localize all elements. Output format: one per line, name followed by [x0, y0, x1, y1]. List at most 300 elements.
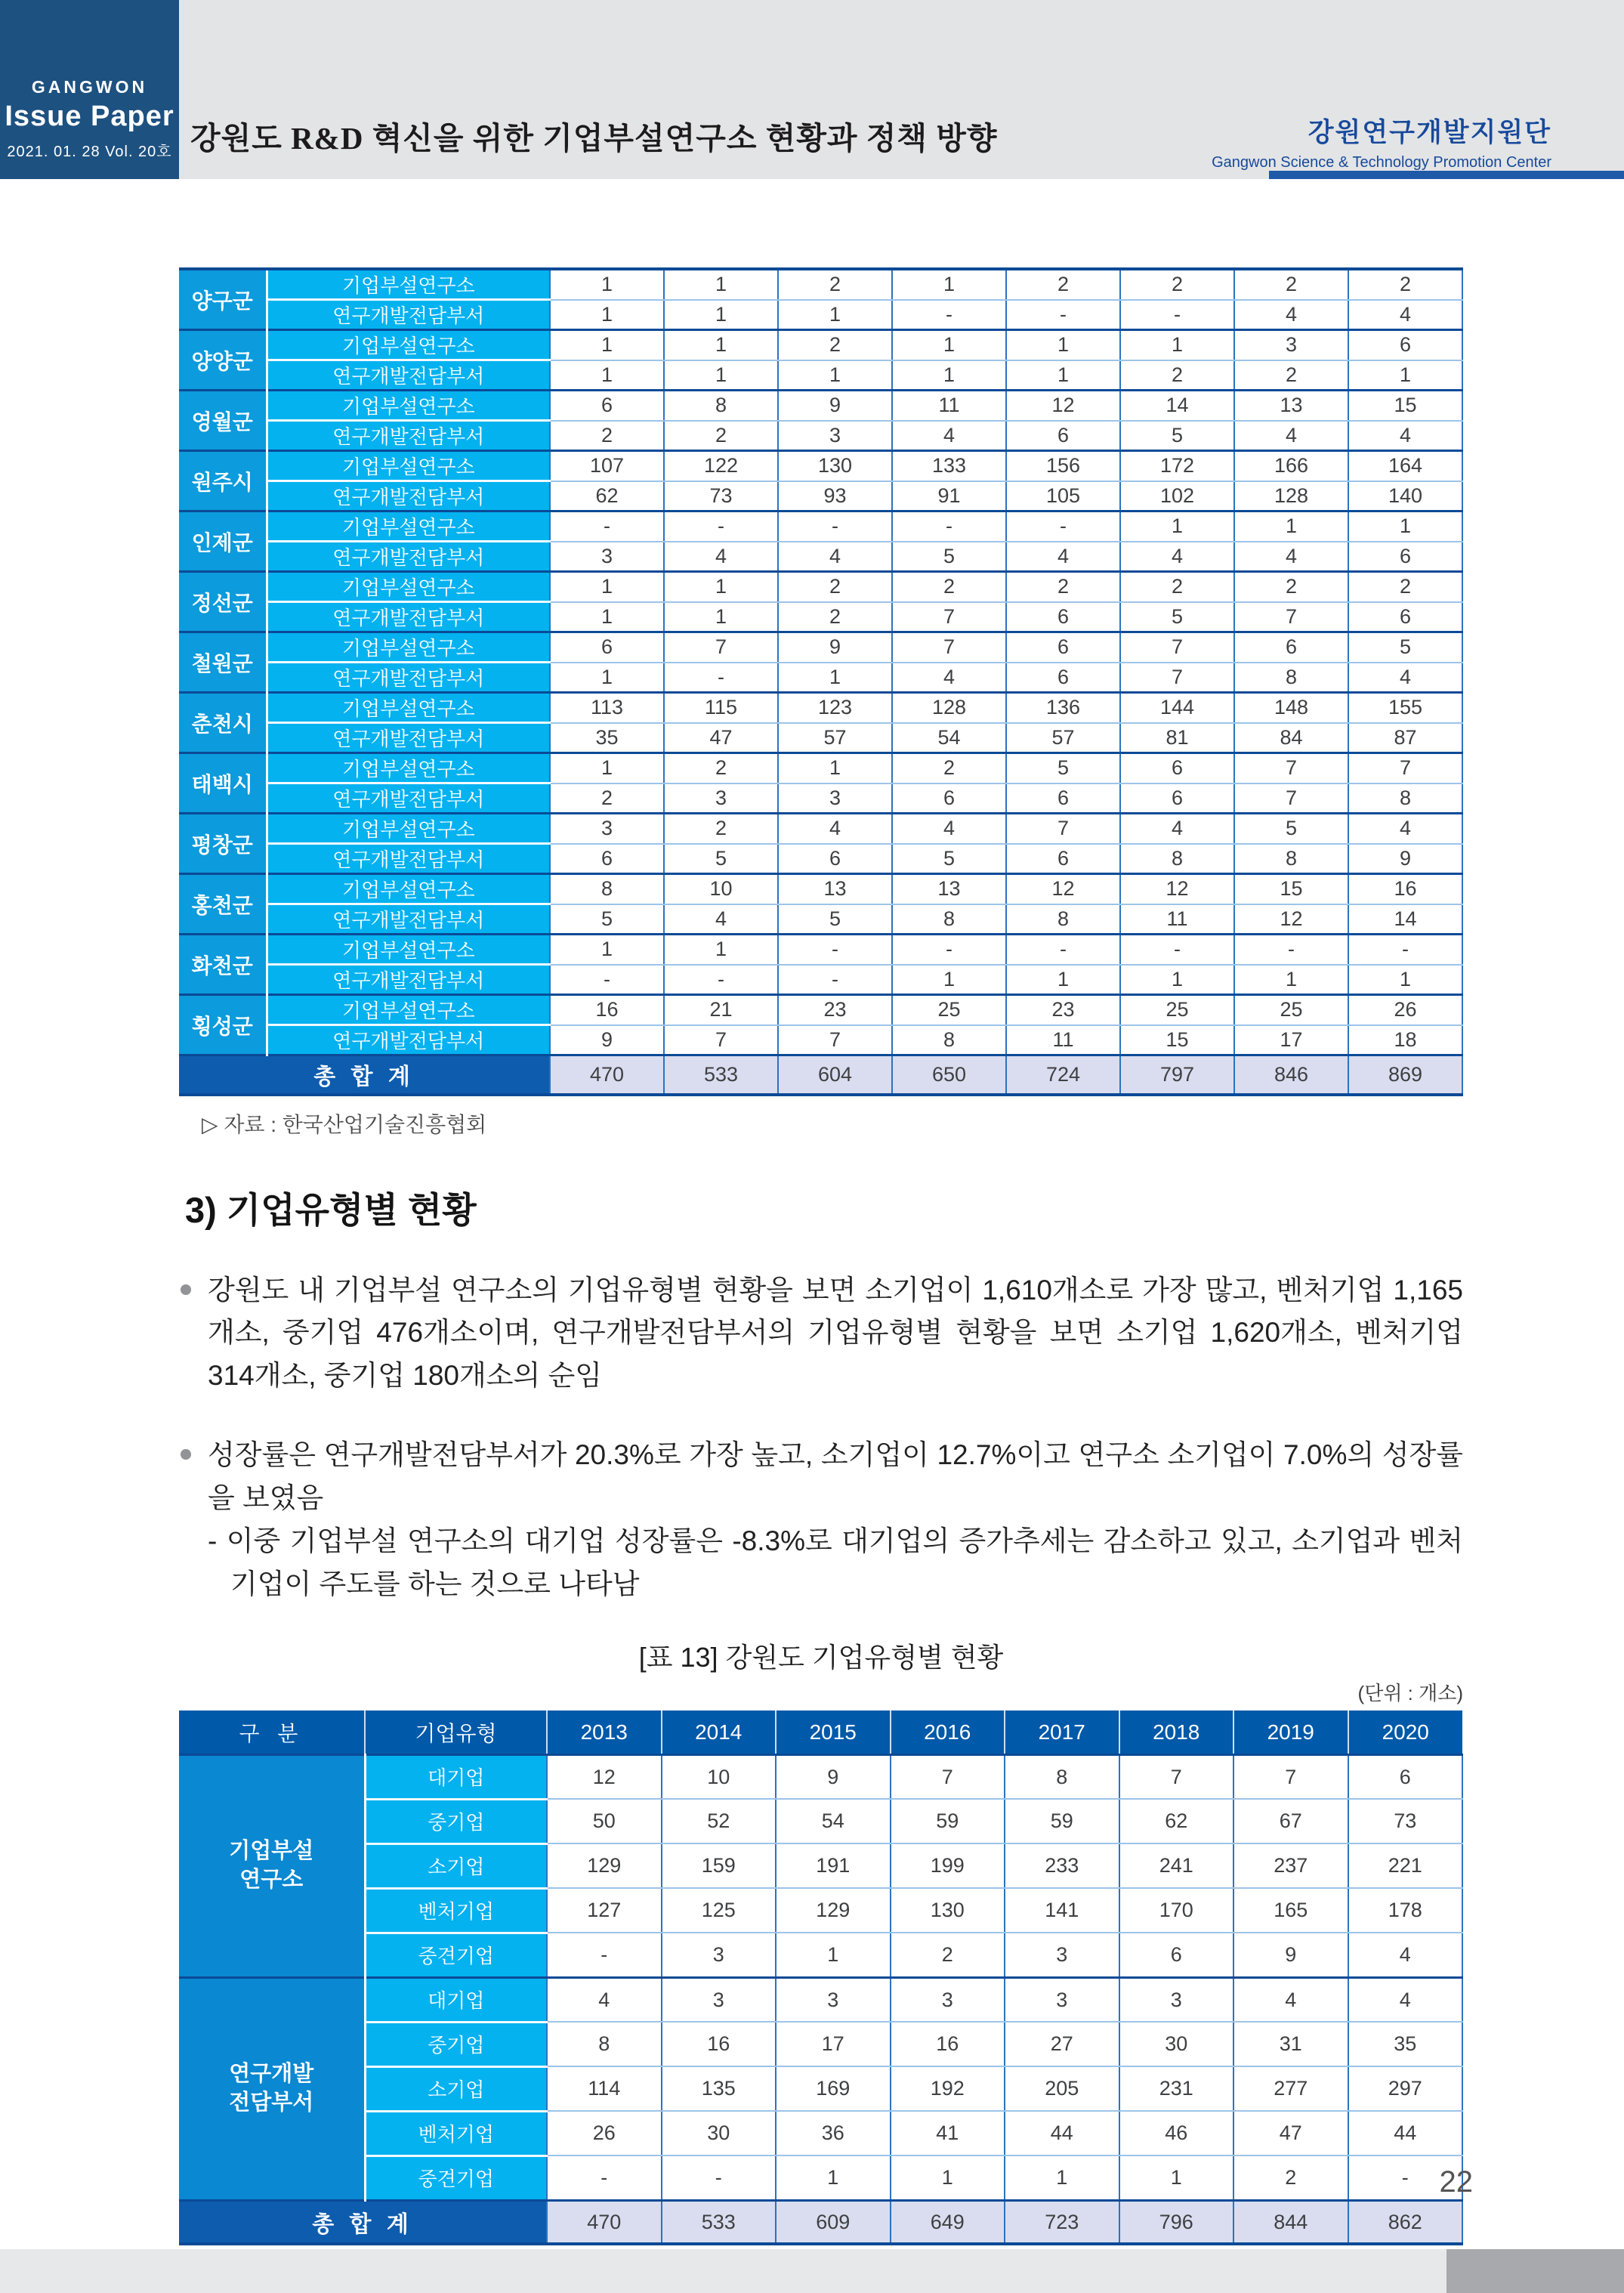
value-cell: 8 — [1348, 783, 1462, 814]
row-type-label: 기업부설연구소 — [267, 753, 550, 783]
value-cell: 7 — [1120, 663, 1234, 693]
region-name-cell: 원주시 — [179, 451, 267, 511]
value-cell: 91 — [892, 481, 1006, 511]
company-type-label: 벤처기업 — [365, 2111, 547, 2155]
value-cell: 1 — [1234, 511, 1348, 542]
grand-total-value: 869 — [1348, 1055, 1462, 1095]
value-cell: 13 — [1234, 391, 1348, 421]
value-cell: 165 — [1233, 1888, 1348, 1933]
value-cell: 27 — [1005, 2022, 1119, 2066]
grand-total-value: 724 — [1006, 1055, 1120, 1095]
grand-total-value: 723 — [1005, 2200, 1119, 2244]
value-cell: 159 — [662, 1843, 776, 1888]
bullet-subtext: - 이중 기업부설 연구소의 대기업 성장률은 -8.3%로 대기업의 증가추세는 감소하고 있고, 소기업과 벤처 기업이 주도를 하는 것으로 나타남 — [208, 1525, 1463, 1600]
value-cell: - — [664, 663, 778, 693]
column-header-row — [179, 1710, 1462, 1754]
value-cell: 35 — [1348, 2022, 1463, 2066]
value-cell: 15 — [1348, 391, 1462, 421]
value-cell: 3 — [891, 1977, 1005, 2022]
value-cell: 4 — [664, 904, 778, 935]
value-cell: 14 — [1120, 391, 1234, 421]
value-cell: 1 — [1348, 360, 1462, 391]
column-header: 2016 — [891, 1710, 1005, 1754]
value-cell: 8 — [664, 391, 778, 421]
table-row — [179, 391, 1462, 421]
value-cell: 6 — [1006, 844, 1120, 874]
row-type-label: 연구개발전담부서 — [267, 844, 550, 874]
value-cell: 107 — [550, 451, 664, 481]
value-cell: 1 — [891, 2155, 1005, 2200]
value-cell: 47 — [1233, 2111, 1348, 2155]
value-cell: 4 — [892, 663, 1006, 693]
table-row — [179, 874, 1462, 904]
value-cell: - — [778, 965, 892, 995]
value-cell: 1 — [664, 330, 778, 360]
footer-strip — [0, 2249, 1446, 2293]
value-cell: 2 — [778, 572, 892, 602]
value-cell: 9 — [1233, 1933, 1348, 1977]
brand-gangwon: GANGWON — [31, 77, 148, 97]
value-cell: 166 — [1234, 451, 1348, 481]
value-cell: 191 — [776, 1843, 891, 1888]
column-header: 구 분 — [239, 1721, 304, 1745]
value-cell: 133 — [892, 451, 1006, 481]
value-cell: 26 — [1348, 995, 1462, 1025]
row-type-label: 연구개발전담부서 — [267, 663, 550, 693]
value-cell: 9 — [778, 391, 892, 421]
page-header — [0, 0, 1624, 179]
table-row — [179, 2066, 1462, 2111]
table-row — [179, 602, 1462, 632]
value-cell: 21 — [664, 995, 778, 1025]
value-cell: 2 — [1120, 269, 1234, 300]
region-name-cell: 평창군 — [179, 814, 267, 874]
value-cell: 8 — [1006, 904, 1120, 935]
value-cell: 155 — [1348, 693, 1462, 723]
table-row — [179, 1843, 1462, 1888]
value-cell: 241 — [1119, 1843, 1234, 1888]
value-cell: 4 — [1348, 1933, 1463, 1977]
value-cell: 12 — [547, 1754, 662, 1799]
value-cell: 2 — [892, 572, 1006, 602]
value-cell: 11 — [1006, 1025, 1120, 1055]
value-cell: 25 — [892, 995, 1006, 1025]
grand-total-value: 846 — [1234, 1055, 1348, 1095]
value-cell: 14 — [1348, 904, 1462, 935]
value-cell: 8 — [1120, 844, 1234, 874]
value-cell: 7 — [1234, 602, 1348, 632]
table-row — [179, 723, 1462, 753]
value-cell: 6 — [892, 783, 1006, 814]
page-number: 22 — [1439, 2165, 1473, 2199]
value-cell: 5 — [1120, 421, 1234, 451]
table-row — [179, 965, 1462, 995]
column-header: 기업유형 — [365, 1710, 547, 1754]
value-cell: 1 — [1006, 330, 1120, 360]
value-cell: 35 — [550, 723, 664, 753]
category-group-cell: 연구개발 전담부서 — [179, 1977, 365, 2200]
table-row — [179, 542, 1462, 572]
value-cell: 114 — [547, 2066, 662, 2111]
value-cell: 54 — [776, 1799, 891, 1843]
row-type-label: 기업부설연구소 — [267, 451, 550, 481]
value-cell: 7 — [1119, 1754, 1234, 1799]
value-cell: 3 — [778, 421, 892, 451]
value-cell: 4 — [1348, 814, 1462, 844]
value-cell: 6 — [1234, 632, 1348, 663]
org-name-english: Gangwon Science & Technology Promotion Center — [1212, 154, 1551, 171]
value-cell: - — [547, 2155, 662, 2200]
value-cell: 6 — [1348, 1754, 1463, 1799]
value-cell: 129 — [547, 1843, 662, 1888]
value-cell: 7 — [1234, 783, 1348, 814]
value-cell: 6 — [550, 632, 664, 663]
table-row — [179, 1754, 1462, 1799]
value-cell: 7 — [1348, 753, 1462, 783]
value-cell: - — [664, 965, 778, 995]
value-cell: 1 — [776, 1933, 891, 1977]
value-cell: 1 — [550, 300, 664, 330]
value-cell: 2 — [1234, 360, 1348, 391]
value-cell: 140 — [1348, 481, 1462, 511]
value-cell: 1 — [778, 753, 892, 783]
row-type-label: 연구개발전담부서 — [267, 602, 550, 632]
value-cell: 6 — [1006, 421, 1120, 451]
table-row — [179, 1977, 1462, 2022]
value-cell: - — [892, 935, 1006, 965]
value-cell: - — [1234, 935, 1348, 965]
value-cell: 36 — [776, 2111, 891, 2155]
value-cell: 4 — [547, 1977, 662, 2022]
grand-total-value: 533 — [662, 2200, 776, 2244]
value-cell: 57 — [1006, 723, 1120, 753]
value-cell: 1 — [1006, 965, 1120, 995]
value-cell: 7 — [1233, 1754, 1348, 1799]
value-cell: 1 — [550, 572, 664, 602]
value-cell: 26 — [547, 2111, 662, 2155]
row-type-label: 기업부설연구소 — [267, 693, 550, 723]
value-cell: 30 — [1119, 2022, 1234, 2066]
value-cell: 46 — [1119, 2111, 1234, 2155]
grand-total-label: 총 합 계 — [179, 2200, 547, 2244]
value-cell: 87 — [1348, 723, 1462, 753]
value-cell: 3 — [662, 1933, 776, 1977]
bullet-text: 강원도 내 기업부설 연구소의 기업유형별 현황을 보면 소기업이 1,610개소로 가장 많고, 벤처기업 1,165개소, 중기업 476개소이며, 연구개발전담부서의 기업유형별 현황을 보면 소기업 1,620개소, 벤처기업 314개소, 중기업 180개소의 순임 — [208, 1274, 1463, 1392]
value-cell: 1 — [550, 935, 664, 965]
value-cell: 115 — [664, 693, 778, 723]
value-cell: 6 — [1348, 330, 1462, 360]
value-cell: 205 — [1005, 2066, 1119, 2111]
value-cell: 2 — [664, 421, 778, 451]
grand-total-value: 650 — [892, 1055, 1006, 1095]
value-cell: - — [550, 965, 664, 995]
value-cell: 4 — [1234, 421, 1348, 451]
value-cell: 6 — [1006, 632, 1120, 663]
region-name-cell: 태백시 — [179, 753, 267, 814]
row-type-label: 연구개발전담부서 — [267, 481, 550, 511]
value-cell: 4 — [1120, 542, 1234, 572]
value-cell: 1 — [1120, 965, 1234, 995]
value-cell: 17 — [776, 2022, 891, 2066]
column-header: 2018 — [1119, 1710, 1234, 1754]
value-cell: - — [778, 511, 892, 542]
value-cell: 105 — [1006, 481, 1120, 511]
value-cell: - — [892, 511, 1006, 542]
value-cell: 1 — [776, 2155, 891, 2200]
value-cell: 1 — [778, 300, 892, 330]
value-cell: 2 — [1120, 360, 1234, 391]
value-cell: 6 — [1006, 602, 1120, 632]
table-row — [179, 300, 1462, 330]
value-cell: 130 — [891, 1888, 1005, 1933]
value-cell: 9 — [778, 632, 892, 663]
grand-total-value: 609 — [776, 2200, 891, 2244]
value-cell: 2 — [891, 1933, 1005, 1977]
region-statistics-table — [179, 267, 1463, 1096]
value-cell: 23 — [1006, 995, 1120, 1025]
row-type-label: 연구개발전담부서 — [267, 783, 550, 814]
value-cell: 1 — [550, 663, 664, 693]
value-cell: 6 — [550, 844, 664, 874]
row-type-label: 기업부설연구소 — [267, 632, 550, 663]
value-cell: 135 — [662, 2066, 776, 2111]
value-cell: 4 — [892, 421, 1006, 451]
value-cell: 81 — [1120, 723, 1234, 753]
value-cell: 67 — [1233, 1799, 1348, 1843]
table-row — [179, 844, 1462, 874]
grand-total-value: 862 — [1348, 2200, 1463, 2244]
row-type-label: 기업부설연구소 — [267, 391, 550, 421]
value-cell: 4 — [1120, 814, 1234, 844]
value-cell: 2 — [664, 814, 778, 844]
value-cell: 2 — [778, 269, 892, 300]
value-cell: 1 — [550, 602, 664, 632]
value-cell: 57 — [778, 723, 892, 753]
value-cell: 4 — [1348, 663, 1462, 693]
bullet-list — [179, 1269, 1463, 1607]
header-accent-bar — [1269, 171, 1624, 179]
value-cell: 169 — [776, 2066, 891, 2111]
value-cell: 84 — [1234, 723, 1348, 753]
value-cell: 3 — [776, 1977, 891, 2022]
value-cell: 199 — [891, 1843, 1005, 1888]
table-row — [179, 572, 1462, 602]
value-cell: 3 — [1234, 330, 1348, 360]
value-cell: 47 — [664, 723, 778, 753]
value-cell: 2 — [778, 602, 892, 632]
grand-total-value: 533 — [664, 1055, 778, 1095]
bullet-dot-icon — [181, 1284, 191, 1295]
table-row — [179, 511, 1462, 542]
row-type-label: 기업부설연구소 — [267, 995, 550, 1025]
value-cell: 2 — [1006, 269, 1120, 300]
value-cell: 5 — [892, 542, 1006, 572]
value-cell: - — [547, 1933, 662, 1977]
company-type-label: 소기업 — [365, 2066, 547, 2111]
value-cell: 5 — [664, 844, 778, 874]
value-cell: 6 — [1119, 1933, 1234, 1977]
company-type-label: 중기업 — [365, 1799, 547, 1843]
value-cell: 1 — [1120, 330, 1234, 360]
table-row — [179, 1025, 1462, 1055]
value-cell: 1 — [664, 602, 778, 632]
row-type-label: 기업부설연구소 — [267, 330, 550, 360]
row-type-label: 기업부설연구소 — [267, 511, 550, 542]
table-row — [179, 1799, 1462, 1843]
value-cell: 5 — [778, 904, 892, 935]
value-cell: - — [892, 300, 1006, 330]
bullet-text-column — [208, 1269, 1463, 1398]
table-row — [179, 481, 1462, 511]
section-heading: 3) 기업유형별 현황 — [185, 1189, 477, 1230]
value-cell: 5 — [550, 904, 664, 935]
row-type-label: 연구개발전담부서 — [267, 723, 550, 753]
value-cell: 7 — [1120, 632, 1234, 663]
region-name-cell: 양구군 — [179, 269, 267, 330]
value-cell: 12 — [1006, 874, 1120, 904]
value-cell: 170 — [1119, 1888, 1234, 1933]
value-cell: 172 — [1120, 451, 1234, 481]
region-name-cell: 춘천시 — [179, 693, 267, 753]
value-cell: 2 — [892, 753, 1006, 783]
value-cell: 16 — [662, 2022, 776, 2066]
value-cell: 73 — [664, 481, 778, 511]
value-cell: 44 — [1005, 2111, 1119, 2155]
value-cell: 12 — [1006, 391, 1120, 421]
issue-paper-logo — [0, 0, 179, 179]
grand-total-value: 470 — [550, 1055, 664, 1095]
value-cell: 93 — [778, 481, 892, 511]
value-cell: 15 — [1234, 874, 1348, 904]
value-cell: 1 — [892, 269, 1006, 300]
company-type-label: 중기업 — [365, 2022, 547, 2066]
value-cell: 10 — [664, 874, 778, 904]
value-cell: 52 — [662, 1799, 776, 1843]
value-cell: 4 — [1234, 300, 1348, 330]
grand-total-value: 796 — [1119, 2200, 1234, 2244]
value-cell: 297 — [1348, 2066, 1463, 2111]
org-block — [1212, 112, 1551, 172]
value-cell: - — [1006, 300, 1120, 330]
value-cell: 1 — [550, 753, 664, 783]
value-cell: 7 — [1234, 753, 1348, 783]
table-row — [179, 935, 1462, 965]
value-cell: 7 — [892, 602, 1006, 632]
table-row — [179, 451, 1462, 481]
value-cell: 2 — [550, 783, 664, 814]
value-cell: 1 — [892, 360, 1006, 391]
value-cell: 2 — [1234, 269, 1348, 300]
value-cell: 3 — [550, 542, 664, 572]
value-cell: 62 — [550, 481, 664, 511]
grand-total-row — [179, 2200, 1462, 2244]
row-type-label: 기업부설연구소 — [267, 814, 550, 844]
column-header: 2019 — [1233, 1710, 1348, 1754]
table-row — [179, 2111, 1462, 2155]
value-cell: 59 — [1005, 1799, 1119, 1843]
value-cell: 30 — [662, 2111, 776, 2155]
value-cell: 128 — [1234, 481, 1348, 511]
table-row — [179, 360, 1462, 391]
value-cell: 125 — [662, 1888, 776, 1933]
value-cell: 31 — [1233, 2022, 1348, 2066]
value-cell: 3 — [550, 814, 664, 844]
value-cell: 1 — [664, 935, 778, 965]
value-cell: 4 — [1348, 1977, 1463, 2022]
company-type-label: 중견기업 — [365, 2155, 547, 2200]
value-cell: 144 — [1120, 693, 1234, 723]
brand-date-vol: 2021. 01. 28 Vol. 20호 — [7, 144, 172, 160]
bullet-item — [179, 1269, 1463, 1398]
value-cell: - — [1006, 511, 1120, 542]
grand-total-value: 649 — [891, 2200, 1005, 2244]
grand-total-value: 604 — [778, 1055, 892, 1095]
value-cell: 6 — [550, 391, 664, 421]
value-cell: 1 — [1120, 511, 1234, 542]
value-cell: - — [664, 511, 778, 542]
value-cell: 18 — [1348, 1025, 1462, 1055]
value-cell: 59 — [891, 1799, 1005, 1843]
value-cell: 237 — [1233, 1843, 1348, 1888]
table-caption-block — [179, 1636, 1463, 1706]
value-cell: 221 — [1348, 1843, 1463, 1888]
value-cell: 4 — [1234, 542, 1348, 572]
table-unit-note: (단위 : 개소) — [1357, 1682, 1463, 1705]
bullet-text: 성장률은 연구개발전담부서가 20.3%로 가장 높고, 소기업이 12.7%이고 연구소 소기업이 7.0%의 성장률을 보였음 — [208, 1439, 1463, 1514]
value-cell: 1 — [1348, 965, 1462, 995]
row-type-label: 연구개발전담부서 — [267, 300, 550, 330]
value-cell: 3 — [1119, 1977, 1234, 2022]
value-cell: 25 — [1234, 995, 1348, 1025]
region-name-cell: 횡성군 — [179, 995, 267, 1055]
value-cell: 3 — [662, 1977, 776, 2022]
value-cell: 2 — [550, 421, 664, 451]
table-row — [179, 2022, 1462, 2066]
company-type-label: 중견기업 — [365, 1933, 547, 1977]
value-cell: 1 — [664, 360, 778, 391]
value-cell: 1 — [550, 360, 664, 391]
value-cell: 3 — [778, 783, 892, 814]
region-name-cell: 영월군 — [179, 391, 267, 451]
value-cell: 3 — [1005, 1933, 1119, 1977]
value-cell: 2 — [664, 753, 778, 783]
value-cell: 2 — [1006, 572, 1120, 602]
value-cell: 6 — [1006, 663, 1120, 693]
grand-total-value: 797 — [1120, 1055, 1234, 1095]
region-name-cell: 양양군 — [179, 330, 267, 391]
value-cell: 11 — [892, 391, 1006, 421]
value-cell: 1 — [778, 663, 892, 693]
value-cell: 4 — [778, 542, 892, 572]
value-cell: 8 — [547, 2022, 662, 2066]
value-cell: - — [1120, 935, 1234, 965]
value-cell: 178 — [1348, 1888, 1463, 1933]
value-cell: 8 — [1234, 844, 1348, 874]
value-cell: 1 — [778, 360, 892, 391]
row-type-label: 연구개발전담부서 — [267, 542, 550, 572]
value-cell: 5 — [1120, 602, 1234, 632]
region-name-cell: 화천군 — [179, 935, 267, 995]
value-cell: 8 — [550, 874, 664, 904]
value-cell: 122 — [664, 451, 778, 481]
column-header: 2017 — [1005, 1710, 1119, 1754]
region-name-cell: 정선군 — [179, 572, 267, 632]
value-cell: - — [1006, 935, 1120, 965]
value-cell: 136 — [1006, 693, 1120, 723]
value-cell: 6 — [778, 844, 892, 874]
column-header: 2014 — [662, 1710, 776, 1754]
value-cell: 1 — [550, 330, 664, 360]
